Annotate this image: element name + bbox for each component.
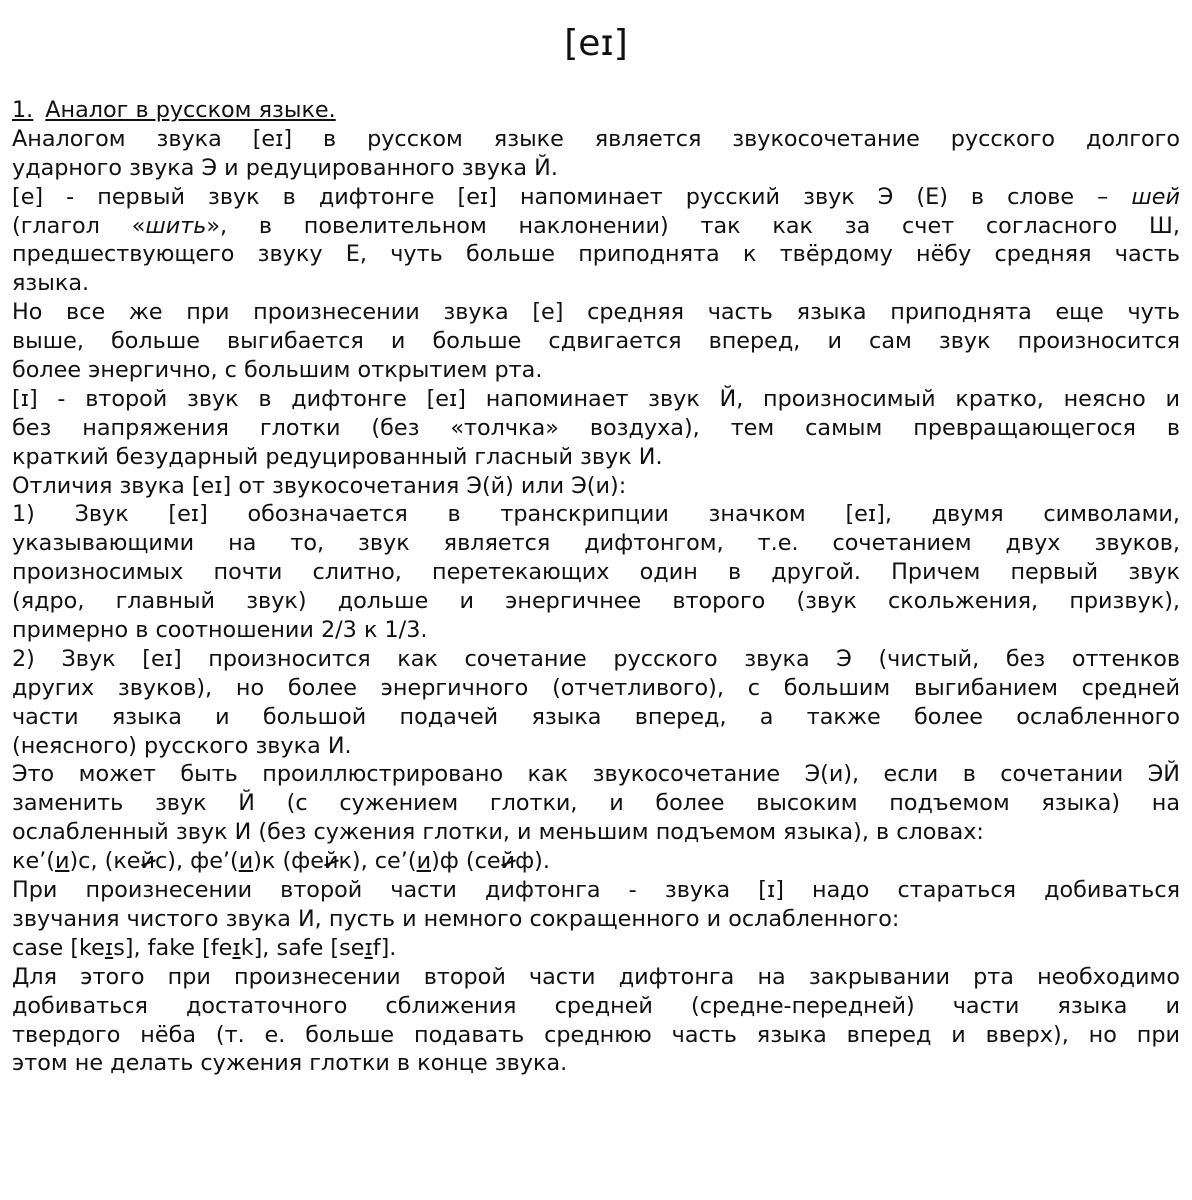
paragraph-line: более энергично, с большим открытием рта. [12, 357, 543, 384]
paragraph-line: выше, больше выгибается и больше сдвигается вперед, и сам звук произносится [12, 328, 1180, 355]
english-examples-line [12, 934, 1180, 963]
paragraph-line: звучания чистого звука И, пусть и немного сокращенного и ослабленного: [12, 905, 900, 932]
paragraph-line: предшествующего звуку Е, чуть больше приподнята к твёрдому нёбу средняя часть [12, 241, 1180, 268]
paragraph-line: добиваться достаточного сближения средней (средне-передней) части языка и [12, 992, 1180, 1019]
paragraph-line: Аналогом звука [eɪ] в русском языке является звукосочетание русского долгого [12, 125, 1180, 152]
underlined-letter: и [416, 848, 432, 875]
text-run: к), се’( [338, 848, 417, 875]
section-number: 1. [12, 97, 34, 123]
paragraph-line [12, 212, 1180, 241]
text-run: )с, (ке [69, 848, 141, 875]
italic-word: шить [145, 212, 207, 239]
paragraph-line: 1) Звук [eɪ] обозначается в транскрипции значком [eɪ], двумя символами, [12, 501, 1180, 528]
text-run: )к (фе [253, 848, 324, 875]
paragraph-line: При произнесении второй части дифтонга - звука [ɪ] надо стараться добиваться [12, 877, 1180, 904]
struck-letter: й [323, 848, 339, 875]
paragraph-line: (ядро, главный звук) дольше и энергичнее второго (звук скольжения, призвук), [12, 588, 1180, 615]
paragraph-line: [ɪ] - второй звук в дифтонге [eɪ] напоминает звук Й, произносимый кратко, неясно и [12, 385, 1180, 412]
paragraph-line: Для этого при произнесении второй части дифтонга на закрывании рта необходимо [12, 963, 1180, 990]
text-run: k], safe [se [240, 934, 365, 961]
struck-letter: й [140, 848, 156, 875]
paragraph-line: Отличия звука [eɪ] от звукосочетания Э(й) или Э(и): [12, 472, 627, 499]
paragraph-line: этом не делать сужения глотки в конце звука. [12, 1050, 568, 1077]
text-run: )ф (се [431, 848, 501, 875]
underlined-letter: и [54, 848, 70, 875]
russian-examples-line [12, 847, 1180, 876]
paragraph-line: Но все же при произнесении звука [e] средняя часть языка приподнята еще чуть [12, 299, 1180, 326]
text-run: f]. [372, 934, 397, 961]
underlined-letter: ɪ [104, 934, 114, 961]
paragraph-line: языка. [12, 270, 90, 297]
italic-word: шей [1131, 183, 1180, 210]
struck-letter: й [500, 848, 516, 875]
text-run: », в повелительном наклонении) так как за счет согласного Ш, [206, 212, 1180, 239]
paragraph-line: Это может быть проиллюстрировано как звукосочетание Э(и), если в сочетании ЭЙ [12, 761, 1180, 788]
text-run: ф). [515, 848, 550, 875]
paragraph-line: других звуков), но более энергичного (отчетливого), с большим выгибанием средней [12, 674, 1180, 701]
text-run: (глагол « [12, 212, 146, 239]
text-run: ке’( [12, 848, 55, 875]
underlined-letter: ɪ [232, 934, 241, 961]
paragraph-line: части языка и большой подачей языка вперед, а также более ослабленного [12, 703, 1180, 730]
paragraph-line: без напряжения глотки (без «толчка» воздуха), тем самым превращающегося в [12, 414, 1180, 441]
text-run: s], fake [fe [113, 934, 233, 961]
paragraph-line [12, 183, 1180, 212]
paragraph-line: твердого нёба (т. е. больше подавать среднюю часть языка вперед и вверх), но при [12, 1021, 1180, 1048]
paragraph-line: примерно в соотношении 2/3 к 1/3. [12, 617, 428, 644]
underlined-letter: и [238, 848, 254, 875]
section-heading [12, 96, 1180, 125]
page-title: [eɪ] [564, 23, 628, 64]
text-run: с), фе’( [155, 848, 239, 875]
paragraph-line: 2) Звук [eɪ] произносится как сочетание русского звука Э (чистый, без оттенков [12, 645, 1180, 672]
paragraph-line: произносимых почти слитно, перетекающих один в другой. Причем первый звук [12, 559, 1180, 586]
text-run: case [ke [12, 934, 105, 961]
paragraph-line: указывающими на то, звук является дифтонгом, т.е. сочетанием двух звуков, [12, 530, 1180, 557]
paragraph-line: ударного звука Э и редуцированного звука Й. [12, 154, 558, 181]
paragraph-line: ослабленный звук И (без сужения глотки, и меньшим подъемом языка), в словах: [12, 819, 984, 846]
paragraph-line: (неясного) русского звука И. [12, 732, 352, 759]
section-heading-text: Аналог в русском языке. [45, 97, 336, 123]
paragraph-line: заменить звук Й (с сужением глотки, и более высоким подъемом языка) на [12, 790, 1180, 817]
text-run: [e] - первый звук в дифтонге [eɪ] напоминает русский звук Э (Е) в слове – [12, 183, 1109, 210]
document-body [12, 96, 1180, 1078]
underlined-letter: ɪ [364, 934, 373, 961]
paragraph-line: краткий безударный редуцированный гласный звук И. [12, 443, 663, 470]
